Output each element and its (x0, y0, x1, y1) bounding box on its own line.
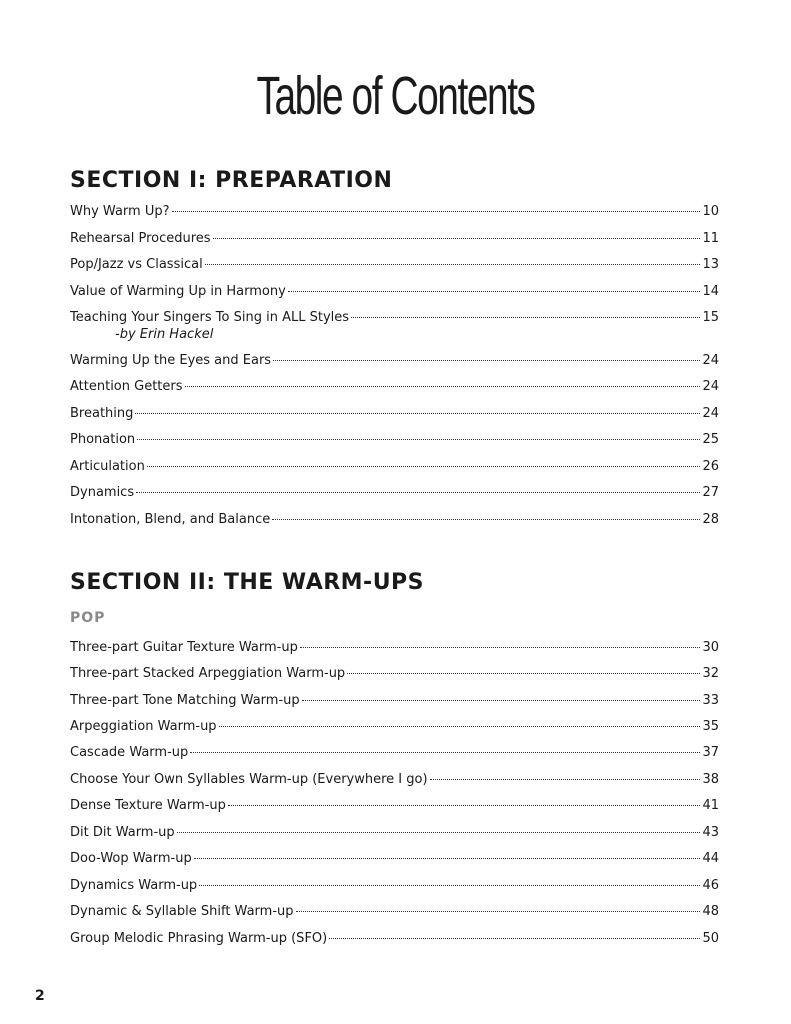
toc-entry-page: 30 (702, 640, 719, 655)
section-heading-preparation: SECTION I: PREPARATION (70, 168, 393, 193)
toc-entry-label: Group Melodic Phrasing Warm-up (SFO) (70, 931, 328, 946)
toc-entry[interactable] (70, 771, 719, 789)
toc-entry-page: 13 (702, 257, 719, 272)
toc-entry-page: 15 (702, 310, 719, 325)
toc-entry-page: 10 (702, 204, 719, 219)
toc-entry-page: 35 (702, 719, 719, 734)
toc-entry-label: Attention Getters (70, 379, 183, 394)
dot-leader (213, 238, 701, 239)
toc-entry[interactable] (70, 797, 719, 815)
toc-entry-label: Why Warm Up? (70, 204, 170, 219)
toc-entry[interactable] (70, 256, 719, 274)
dot-leader (194, 858, 701, 859)
toc-entry[interactable] (70, 718, 719, 736)
section-heading-warm-ups: SECTION II: THE WARM-UPS (70, 570, 425, 595)
toc-entry[interactable] (70, 850, 719, 868)
toc-entry-label: Dit Dit Warm-up (70, 825, 175, 840)
toc-entry[interactable] (70, 665, 719, 683)
toc-entry[interactable] (70, 405, 719, 423)
toc-entry-label: Dynamics (70, 485, 135, 500)
toc-entry-label: Intonation, Blend, and Balance (70, 512, 271, 527)
toc-entry-page: 28 (702, 512, 719, 527)
toc-entry-label: Three-part Stacked Arpeggiation Warm-up (70, 666, 346, 681)
toc-entry[interactable] (70, 378, 719, 396)
toc-entry-label: Value of Warming Up in Harmony (70, 284, 286, 299)
toc-entry-label: Breathing (70, 406, 134, 421)
toc-entry-label: Warming Up the Eyes and Ears (70, 353, 272, 368)
dot-leader (228, 805, 701, 806)
toc-entry-page: 46 (702, 878, 719, 893)
dot-leader (347, 673, 700, 674)
dot-leader (272, 519, 700, 520)
toc-entry-label: Arpeggiation Warm-up (70, 719, 217, 734)
page-title: Table of Contents (256, 66, 535, 126)
toc-entry[interactable] (70, 877, 719, 895)
dot-leader (190, 752, 700, 753)
toc-entry-label: Articulation (70, 459, 145, 474)
toc-entry-page: 14 (702, 284, 719, 299)
toc-entry-label: Doo-Wop Warm-up (70, 851, 192, 866)
dot-leader (177, 832, 701, 833)
toc-entry-page: 32 (702, 666, 719, 681)
toc-entry-page: 41 (702, 798, 719, 813)
toc-entry[interactable] (70, 484, 719, 502)
toc-entry-page: 24 (702, 379, 719, 394)
dot-leader (329, 938, 700, 939)
dot-leader (302, 700, 701, 701)
toc-entry-page: 26 (702, 459, 719, 474)
toc-entry[interactable] (70, 511, 719, 529)
toc-entry-author: -by Erin Hackel (115, 327, 214, 342)
toc-entry-label: Dense Texture Warm-up (70, 798, 226, 813)
dot-leader (172, 211, 701, 212)
toc-entry-label: Three-part Tone Matching Warm-up (70, 693, 300, 708)
toc-entry[interactable] (70, 352, 719, 370)
toc-entry[interactable] (70, 744, 719, 762)
toc-entry-page: 24 (702, 353, 719, 368)
dot-leader (273, 360, 700, 361)
toc-entry[interactable] (70, 692, 719, 710)
sub-heading-pop: POP (70, 610, 106, 626)
toc-entry-page: 25 (702, 432, 719, 447)
toc-entry[interactable] (70, 230, 719, 248)
toc-entry-page: 50 (702, 931, 719, 946)
toc-entry-label: Rehearsal Procedures (70, 231, 211, 246)
toc-entry-label: Dynamics Warm-up (70, 878, 198, 893)
dot-leader (147, 466, 701, 467)
toc-entry-page: 43 (702, 825, 719, 840)
toc-entry-label: Pop/Jazz vs Classical (70, 257, 203, 272)
toc-entry-label: Choose Your Own Syllables Warm-up (Everywhere I go) (70, 772, 428, 787)
dot-leader (137, 439, 700, 440)
toc-entry-label: Three-part Guitar Texture Warm-up (70, 640, 298, 655)
toc-entry-page: 24 (702, 406, 719, 421)
toc-entry[interactable] (70, 309, 719, 343)
dot-leader (205, 264, 701, 265)
dot-leader (296, 911, 701, 912)
toc-entry[interactable] (70, 203, 719, 221)
dot-leader (351, 317, 700, 318)
toc-entry[interactable] (70, 431, 719, 449)
toc-entry[interactable] (70, 283, 719, 301)
dot-leader (219, 726, 701, 727)
dot-leader (300, 647, 701, 648)
toc-entry-label: Cascade Warm-up (70, 745, 189, 760)
toc-entry[interactable] (70, 824, 719, 842)
toc-entry-label: Phonation (70, 432, 136, 447)
toc-entry[interactable] (70, 639, 719, 657)
toc-entry-page: 38 (702, 772, 719, 787)
dot-leader (288, 291, 701, 292)
page-number: 2 (35, 988, 45, 1004)
toc-entry[interactable] (70, 458, 719, 476)
dot-leader (199, 885, 700, 886)
toc-entry-page: 27 (702, 485, 719, 500)
toc-entry-page: 33 (702, 693, 719, 708)
toc-entry-page: 11 (702, 231, 719, 246)
toc-entry-page: 48 (702, 904, 719, 919)
dot-leader (185, 386, 701, 387)
toc-entry[interactable] (70, 930, 719, 948)
toc-entry-page: 44 (702, 851, 719, 866)
dot-leader (135, 413, 700, 414)
toc-entry-page: 37 (702, 745, 719, 760)
toc-entry-label: Teaching Your Singers To Sing in ALL Styles (70, 310, 350, 325)
toc-entry[interactable] (70, 903, 719, 921)
toc-entry-label: Dynamic & Syllable Shift Warm-up (70, 904, 294, 919)
dot-leader (136, 492, 700, 493)
dot-leader (430, 779, 701, 780)
